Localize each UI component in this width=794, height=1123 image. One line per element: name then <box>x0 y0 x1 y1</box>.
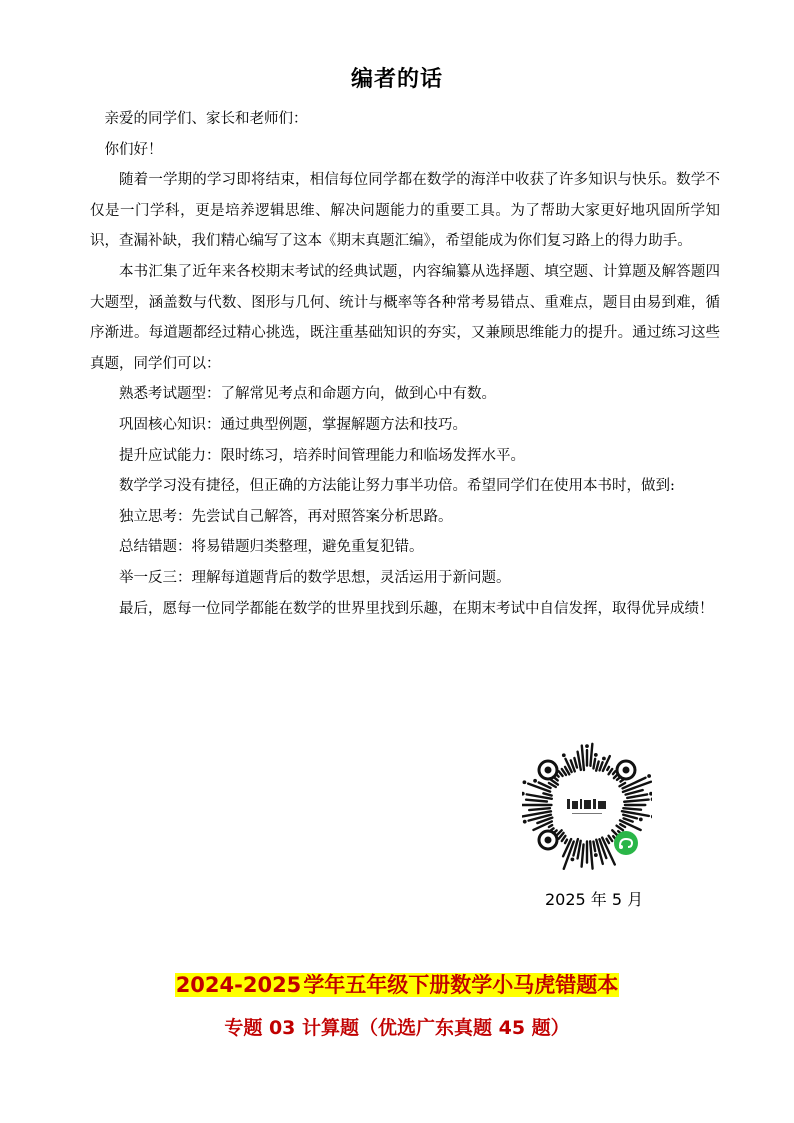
paragraph: 本书汇集了近年来各校期末考试的经典试题，内容编纂从选择题、填空题、计算题及解答题四大题型，涵盖数与代数、图形与几何、统计与概率等各种常考易错点、重难点，题目由易到难，循序渐进。每道题都经过精心挑选，既注重基础知识的夯实，又兼顾思维能力的提升。通过练习这些真题，同学们可以： <box>90 263 720 372</box>
qr-dot <box>651 798 652 801</box>
qr-ray <box>624 818 633 821</box>
paragraph: 巩固核心知识：通过典型例题，掌握解题方法和技巧。 <box>119 416 467 433</box>
qr-dot <box>650 792 652 795</box>
qr-ray <box>559 771 563 776</box>
paragraph: 随着一学期的学习即将结束，相信每位同学都在数学的海洋中收获了许多知识与快乐。数学不仅是一门学科，更是培养逻辑思维、解决问题能力的重要工具。为了帮助大家更好地巩固所学知识，查漏补缺，我们精心编写了这本《期末真题汇编》，希望能成为你们复习路上的得力助手。 <box>90 172 720 250</box>
qr-dot <box>571 858 574 861</box>
qr-ray <box>607 839 609 843</box>
qr-ray <box>613 771 615 774</box>
publication-date: 2025 年 5 月 <box>545 890 644 909</box>
qr-ray <box>623 808 641 810</box>
qr-dot <box>594 754 597 757</box>
qr-dot <box>648 775 651 778</box>
qr-ray <box>574 758 577 768</box>
qr-ray <box>609 836 613 841</box>
qr-ray <box>529 808 550 810</box>
qr-ray <box>526 800 547 802</box>
qr-finder-bottom-left <box>539 831 557 849</box>
qr-dot <box>586 745 589 748</box>
qr-ray <box>609 769 613 774</box>
qr-dot <box>523 820 526 823</box>
qr-finder-top-right <box>617 761 635 779</box>
preface-body <box>90 104 720 624</box>
qr-dot <box>523 781 526 784</box>
qr-dot <box>594 854 597 857</box>
qr-ray <box>582 844 584 866</box>
qr-ray <box>549 825 552 827</box>
topic-subtitle: 专题 03 计算题（优选广东真题 45 题） <box>224 1017 570 1039</box>
qr-ray <box>620 780 623 782</box>
paragraph: 提升应试能力：限时练习，培养时间管理能力和临场发挥水平。 <box>119 447 525 464</box>
qr-code-graphic <box>522 740 652 870</box>
qr-ray <box>590 744 592 766</box>
qr-ray <box>600 762 603 770</box>
paragraph: 举一反三：理解每道题背后的数学思想，灵活运用于新问题。 <box>119 569 511 586</box>
paragraph: 独立思考：先尝试自己解答，再对照答案分析思路。 <box>119 508 453 525</box>
qr-ray <box>543 793 551 795</box>
banner-year: 2024-2025 <box>175 973 302 997</box>
qr-dot <box>534 779 537 782</box>
wechat-mini-program-icon <box>614 831 638 855</box>
qr-ray <box>619 783 625 786</box>
paragraph: 亲爱的同学们、家长和老师们： <box>104 111 308 127</box>
qr-ray <box>562 836 566 841</box>
qr-ray <box>593 842 595 852</box>
qr-code-icon[interactable] <box>522 740 652 870</box>
qr-ray <box>596 762 598 771</box>
paragraph: 最后，愿每一位同学都能在数学的世界里找到乐趣，在期末考试中自信发挥，取得优异成绩！ <box>119 600 714 617</box>
qr-ray <box>565 840 567 843</box>
paragraph: 熟悉考试题型：了解常见考点和命题方向，做到心中有数。 <box>119 386 496 403</box>
qr-finder-top-left <box>539 761 557 779</box>
qr-dot <box>603 757 606 760</box>
banner-title: 学年五年级下册数学小马虎错题本 <box>303 973 619 997</box>
qr-ray <box>593 759 595 769</box>
book-banner <box>0 969 794 999</box>
qr-ray <box>624 800 648 802</box>
qr-ray <box>627 794 647 798</box>
qr-ray <box>578 841 581 859</box>
paragraph: 数学学习没有捷径，但正确的方法能让努力事半功倍。希望同学们在使用本书时，做到: <box>119 478 675 495</box>
paragraph: 总结错题：将易错题归类整理，避免重复犯错。 <box>119 539 424 556</box>
qr-dot <box>651 815 652 818</box>
qr-ray <box>620 824 625 827</box>
page-title: 编者的话 <box>350 67 443 92</box>
qr-dot <box>562 754 565 757</box>
qr-dot <box>522 792 524 795</box>
qr-ray <box>582 746 584 771</box>
qr-ray <box>551 828 554 830</box>
qr-ray <box>607 767 609 770</box>
qr-ray <box>590 841 592 868</box>
paragraph: 你们好！ <box>104 141 163 158</box>
qr-dot <box>639 818 642 821</box>
